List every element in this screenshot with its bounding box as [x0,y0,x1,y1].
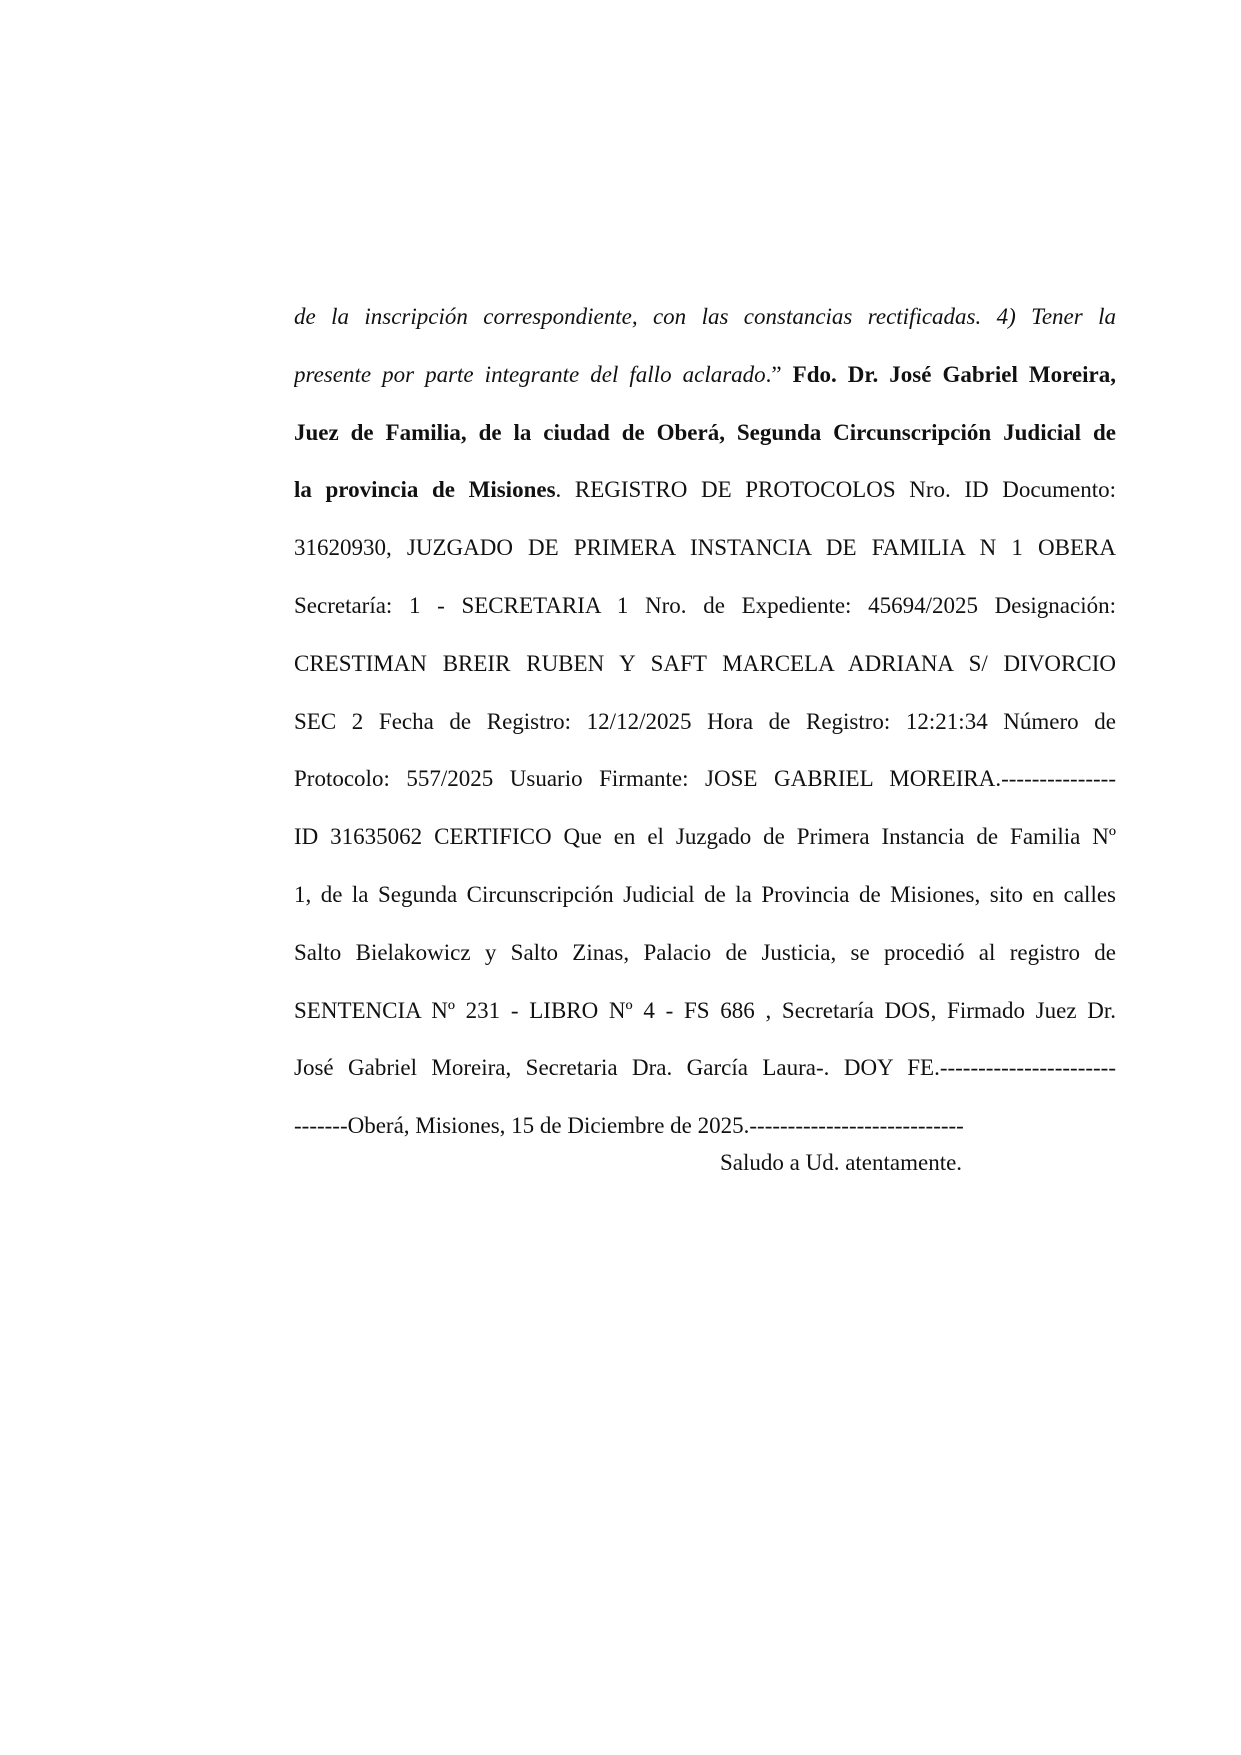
text-line [294,577,1116,635]
plain-text: SEC 2 Fecha de Registro: 12/12/2025 Hora de Registro: 12:21:34 Número de [294,708,1116,734]
plain-text: ID 31635062 CERTIFICO Que en el Juzgado de Primera Instancia de Familia Nº [294,824,1116,850]
closing-salutation: Saludo a Ud. atentamente. [720,1150,963,1175]
plain-text: CRESTIMAN BREIR RUBEN Y SAFT MARCELA ADRIANA S/ DIVORCIO [294,650,1116,676]
text-line [294,808,1116,866]
judge-title: Juez de Familia, de la ciudad de Oberá, Segunda Circunscripción Judicial de [294,419,1116,445]
text-line [294,346,1116,404]
text-line [294,982,1116,1040]
plain-text: Salto Bielakowicz y Salto Zinas, Palacio de Justicia, se procedió al registro de [294,939,1116,965]
text-line [294,1039,1116,1097]
text-line [294,519,1116,577]
plain-text: . REGISTRO DE PROTOCOLOS Nro. ID Documento: [555,477,1116,503]
plain-text: .” [765,361,793,387]
text-line [294,693,1116,751]
text-line [294,288,1116,346]
plain-text: José Gabriel Moreira, Secretaria Dra. García Laura-. DOY FE.----------------------- [294,1055,1116,1081]
plain-text: 1, de la Segunda Circunscripción Judicial de la Provincia de Misiones, sito en calles [294,881,1116,907]
text-line [294,635,1116,693]
plain-text: Protocolo: 557/2025 Usuario Firmante: JOSE GABRIEL MOREIRA.--------------- [294,766,1116,792]
plain-text: Secretaría: 1 - SECRETARIA 1 Nro. de Expediente: 45694/2025 Designación: [294,592,1116,618]
text-line [294,924,1116,982]
italic-text: presente por parte integrante del fallo aclarado [294,361,766,387]
text-line [294,866,1116,924]
plain-text: 31620930, JUZGADO DE PRIMERA INSTANCIA DE FAMILIA N 1 OBERA [294,535,1116,561]
text-line [294,750,1116,808]
text-line [294,1097,1116,1155]
italic-text: de la inscripción correspondiente, con las constancias rectificadas. 4) Tener la [294,304,1116,329]
province-name: la provincia de Misiones [294,477,556,503]
body-paragraph [294,288,1116,1155]
plain-text: SENTENCIA Nº 231 - LIBRO Nº 4 - FS 686 , Secretaría DOS, Firmado Juez Dr. [294,997,1116,1023]
text-line [294,461,1116,519]
signature-name: Fdo. Dr. José Gabriel Moreira, [792,361,1116,387]
text-line [294,404,1116,462]
date-line: -------Oberá, Misiones, 15 de Diciembre de 2025.---------------------------- [294,1113,964,1139]
document-body [294,288,1116,1155]
